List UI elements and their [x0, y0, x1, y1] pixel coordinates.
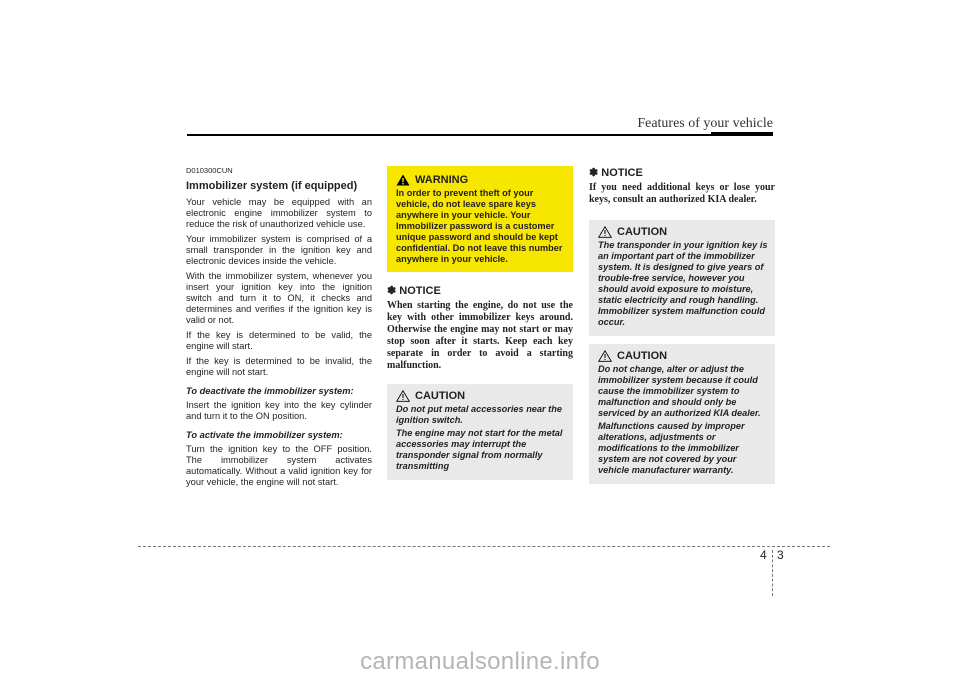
header-rule-accent [711, 132, 773, 136]
caution-title-row [598, 226, 769, 238]
paragraph: If the key is determined to be invalid, the engine will not start. [186, 356, 372, 377]
paragraph: If the key is determined to be valid, the engine will start. [186, 330, 372, 351]
notice-block [387, 284, 573, 372]
caution-text: The transponder in your ignition key is an important part of the immobilizer system. It is designed to give years of trouble-free service, however you should avoid exposure to moisture, static electricity and rough handling. Immobilizer system malfunction could occur. [598, 240, 768, 327]
paragraph: Your immobilizer system is comprised of a small transponder in the ignition key and electronic devices inside the vehicle. [186, 234, 372, 266]
caution-text: The engine may not start for the metal accessories may interrupt the transponder signal from normally transmitting [396, 428, 563, 471]
caution-triangle-icon [598, 350, 612, 362]
subheading-activate: To activate the immobilizer system: [186, 430, 343, 440]
paragraph: Insert the ignition key into the key cylinder and turn it to the ON position. [186, 400, 372, 421]
notice-label: ✽ NOTICE [387, 285, 441, 297]
caution-title-row [598, 350, 769, 362]
warning-triangle-icon [396, 174, 410, 186]
subheading-deactivate: To deactivate the immobilizer system: [186, 386, 354, 396]
caution-text: Do not put metal accessories near the ignition switch. [396, 404, 562, 425]
caution-title: CAUTION [415, 390, 466, 402]
watermark: carmanualsonline.info [360, 648, 600, 675]
caution-title: CAUTION [617, 226, 668, 238]
paragraph: With the immobilizer system, whenever you insert your ignition key into the ignition switch and turn it to ON, it checks and determines and verifies if the ignition key is valid or not. [186, 271, 372, 325]
caution-box [589, 220, 775, 336]
column-notices [589, 166, 775, 484]
caution-text: Malfunctions caused by improper alterations, adjustments or modifications to the immobilizer system are not covered by your vehicle manufacturer warranty. [598, 421, 745, 475]
paragraph: Turn the ignition key to the OFF position. The immobilizer system activates automatically. Without a valid ignition key for your vehicle, the engine will not start. [186, 444, 372, 487]
header-rule [187, 134, 773, 136]
section-number: 4 [760, 548, 767, 562]
warning-text: In order to prevent theft of your vehicle, do not leave spare keys anywhere in your vehicle. Your Immobilizer password is a customer unique password and should be kept confidential. Do not leave this number anywhere in your vehicle. [396, 188, 563, 264]
warning-title: WARNING [415, 174, 469, 186]
column-immobilizer [186, 166, 372, 492]
notice-text: If you need additional keys or lose your keys, consult an authorized KIA dealer. [589, 182, 775, 205]
caution-text: Do not change, alter or adjust the immobilizer system because it could cause the immobilizer system to malfunction and should only be serviced by an authorized KIA dealer. [598, 364, 761, 418]
page-number-divider [772, 550, 773, 596]
caution-title: CAUTION [617, 350, 668, 362]
caution-triangle-icon [396, 390, 410, 402]
caution-triangle-icon [598, 226, 612, 238]
caution-box [589, 344, 775, 484]
notice-label: ✽ NOTICE [589, 167, 643, 179]
header-title: Features of your vehicle [637, 116, 773, 131]
caution-title-row [396, 390, 567, 402]
page-number: 3 [777, 548, 784, 562]
section-code: D010300CUN [186, 166, 233, 175]
section-heading: Immobilizer system (if equipped) [186, 180, 358, 192]
notice-text: When starting the engine, do not use the key with other immobilizer keys around. Otherwise the engine may not start or may stop soon after it starts. Keep each key separate in order to avoid a starting malfunction. [387, 300, 573, 371]
caution-box [387, 384, 573, 480]
footer-divider [138, 546, 830, 547]
column-warning [387, 166, 573, 480]
notice-block [589, 166, 775, 206]
paragraph: Your vehicle may be equipped with an electronic engine immobilizer system to reduce the risk of unauthorized vehicle use. [186, 197, 372, 229]
warning-box [387, 166, 573, 272]
warning-title-row [396, 174, 567, 186]
